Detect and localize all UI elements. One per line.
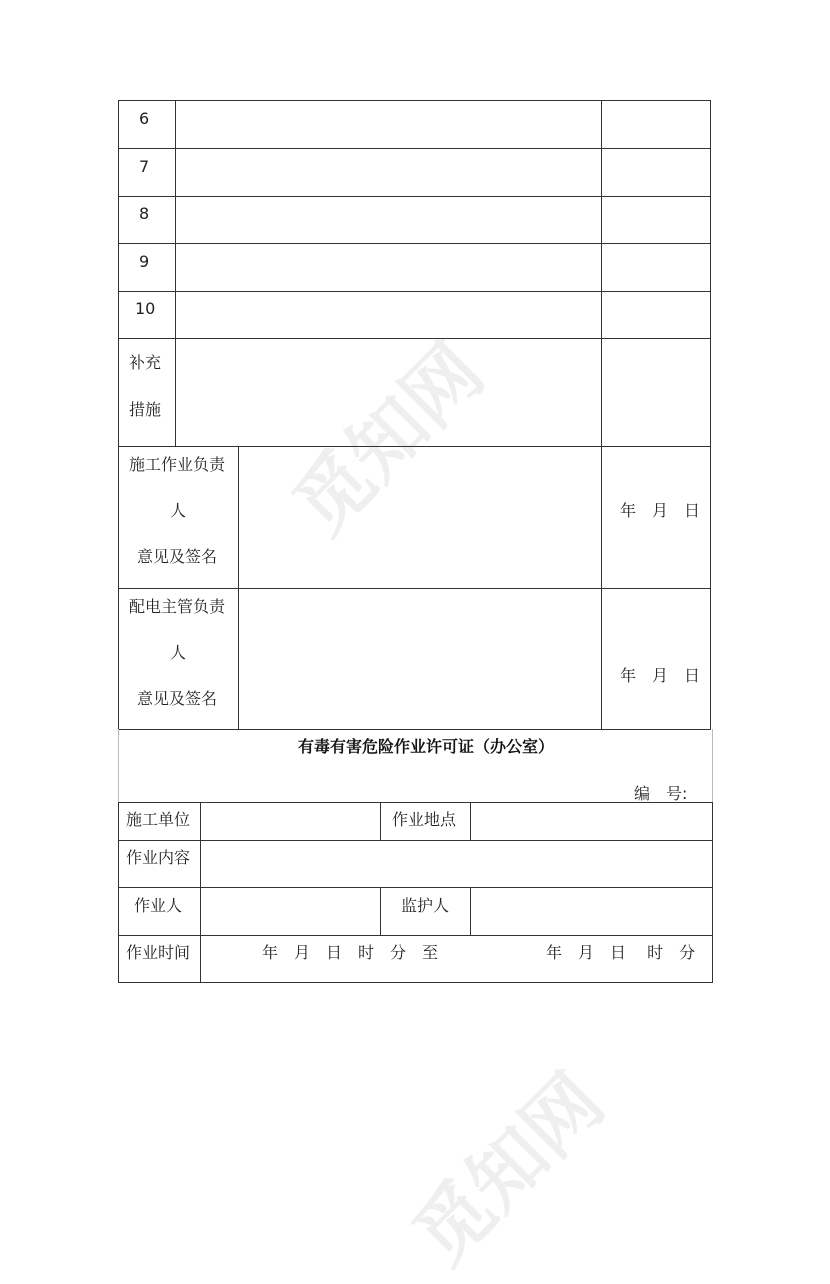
work-content-field[interactable] xyxy=(201,841,711,886)
permit-number-label: 编 号: xyxy=(634,784,688,803)
watermark-bottom: 觅知网 xyxy=(396,1056,621,1281)
distribution-lead-label: 配电主管负责 xyxy=(129,597,226,616)
row-number: 7 xyxy=(139,157,150,176)
distribution-lead-opinion-cell[interactable] xyxy=(239,589,600,728)
worker-label: 作业人 xyxy=(134,896,183,915)
row-number: 10 xyxy=(135,299,156,318)
supervisor-field[interactable] xyxy=(471,888,711,934)
supplement-label: 补充 xyxy=(129,353,162,372)
supplement-label: 措施 xyxy=(129,400,162,419)
work-content-label: 作业内容 xyxy=(126,848,191,867)
measure-content-cell[interactable] xyxy=(176,149,600,195)
construction-lead-label: 人 xyxy=(170,501,187,520)
work-time-start[interactable]: 年 月 日 时 分 至 xyxy=(262,943,439,962)
row-number: 6 xyxy=(139,109,150,128)
work-time-end[interactable]: 年 月 日 时 分 xyxy=(546,943,696,962)
watermark: 觅知网 xyxy=(276,326,501,551)
work-time-label: 作业时间 xyxy=(126,943,191,962)
supervisor-label: 监护人 xyxy=(401,896,450,915)
distribution-lead-label: 意见及签名 xyxy=(137,689,218,708)
measure-content-cell[interactable] xyxy=(176,244,600,290)
worker-field[interactable] xyxy=(201,888,379,934)
work-location-label: 作业地点 xyxy=(392,810,457,829)
construction-unit-label: 施工单位 xyxy=(126,810,191,829)
construction-unit-field[interactable] xyxy=(201,803,379,839)
measure-content-cell[interactable] xyxy=(176,101,600,147)
construction-lead-label: 意见及签名 xyxy=(137,547,218,566)
measure-content-cell[interactable] xyxy=(176,292,600,337)
construction-lead-opinion-cell[interactable] xyxy=(239,447,600,587)
distribution-lead-label: 人 xyxy=(170,643,187,662)
permit-title: 有毒有害危险作业许可证（办公室） xyxy=(298,737,555,756)
distribution-lead-date: 年 月 日 xyxy=(620,666,701,685)
work-location-field[interactable] xyxy=(471,803,711,839)
construction-lead-label: 施工作业负责 xyxy=(129,455,226,474)
row-number: 9 xyxy=(139,252,150,271)
construction-lead-date: 年 月 日 xyxy=(620,501,701,520)
row-number: 8 xyxy=(139,204,150,223)
measure-content-cell[interactable] xyxy=(176,197,600,242)
supplement-content-cell[interactable] xyxy=(176,339,600,445)
